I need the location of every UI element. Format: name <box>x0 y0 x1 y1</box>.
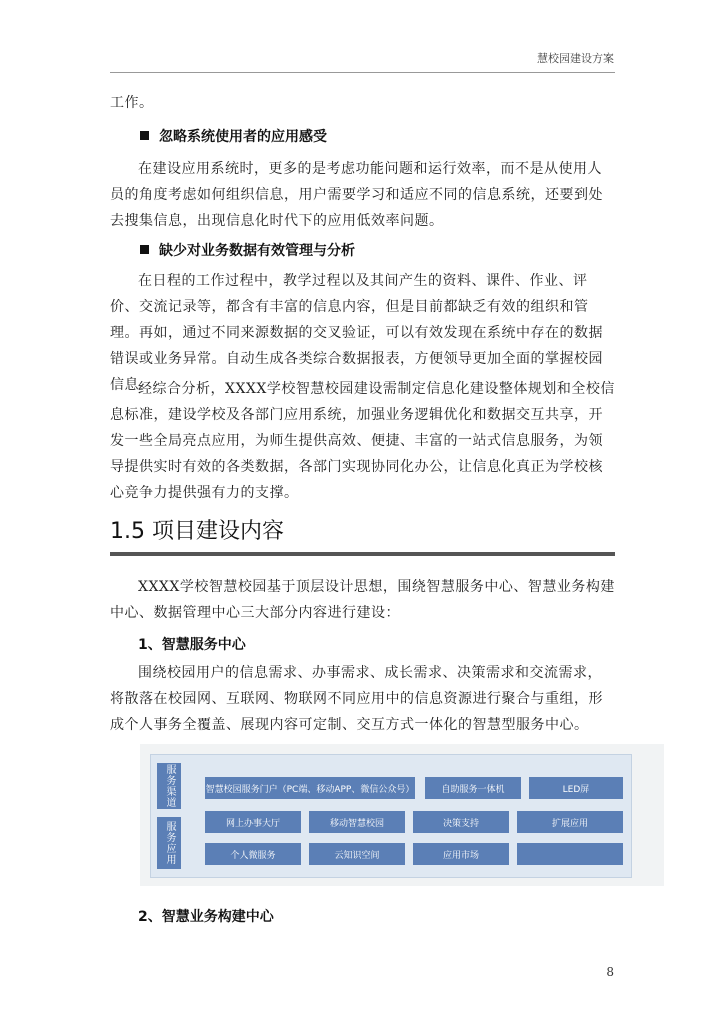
diagram-box: LED屏 <box>529 777 623 799</box>
diagram-box: 自助服务一体机 <box>425 777 521 799</box>
bullet-heading <box>140 240 355 260</box>
bullet-heading-text: 缺少对业务数据有效管理与分析 <box>159 243 355 259</box>
diagram-box: 个人微服务 <box>205 843 301 865</box>
diagram-box: 扩展应用 <box>517 811 623 833</box>
paragraph: 围绕校园用户的信息需求、办事需求、成长需求、决策需求和交流需求，将散落在校园网、互联网、物联网不同应用中的信息资源进行聚合与重组，形成个人事务全覆盖、展现内容可定制、交互方式一体化的智慧型服务中心。 <box>110 665 603 733</box>
paragraph: 经综合分析，XXXX学校智慧校园建设需制定信息化建设整体规划和全校信息标准，建设学校及各部门应用系统，加强业务逻辑优化和数据交互共享，开发一些全局亮点应用，为师生提供高效、便捷、丰富的一站式信息服务，为领导提供实时有效的各类数据，各部门实现协同化办公，让信息化真正为学校核心竞争力提供强有力的支撑。 <box>110 381 615 501</box>
diagram-box: 云知识空间 <box>309 843 405 865</box>
diagram-box: 智慧校园服务门户（PC端、移动APP、微信公众号） <box>205 777 415 799</box>
paragraph: 工作。 <box>110 95 154 111</box>
paragraph: 在日程的工作过程中，教学过程以及其间产生的资料、课件、作业、评价、交流记录等，都含有丰富的信息内容，但是目前都缺乏有效的组织和管理。再如，通过不同来源数据的交叉验证，可以有效发现在系统中存在的数据错误或业务异常。自动生成各类综合数据报表，方便领导更加全面的掌握校园信息。 <box>110 273 603 393</box>
section-rule <box>110 552 615 556</box>
page-header-title: 慧校园建设方案 <box>537 52 614 65</box>
diagram-box: 移动智慧校园 <box>309 811 405 833</box>
section-title: 1.5 项目建设内容 <box>110 519 284 544</box>
subheading: 2、智慧业务构建中心 <box>138 909 274 925</box>
bullet-square-icon <box>140 131 149 140</box>
bullet-heading-text: 忽略系统使用者的应用感受 <box>159 129 327 145</box>
diagram-box: 应用市场 <box>413 843 509 865</box>
side-label-channel: 服务渠道 <box>157 763 181 809</box>
header-rule <box>110 72 615 73</box>
diagram-box: 网上办事大厅 <box>205 811 301 833</box>
bullet-heading <box>140 126 327 146</box>
diagram-panel <box>150 754 632 878</box>
diagram-box <box>517 843 623 865</box>
diagram-box: 决策支持 <box>413 811 509 833</box>
bullet-square-icon <box>140 245 149 254</box>
page-number: 8 <box>606 965 614 979</box>
paragraph: 在建设应用系统时，更多的是考虑功能问题和运行效率，而不是从使用人员的角度考虑如何组织信息，用户需要学习和适应不同的信息系统，还要到处去搜集信息，出现信息化时代下的应用低效率问题。 <box>110 161 603 229</box>
service-diagram <box>140 744 664 886</box>
side-label-application: 服务应用 <box>157 817 181 869</box>
subheading: 1、智慧服务中心 <box>138 637 246 653</box>
paragraph: XXXX学校智慧校园基于顶层设计思想，围绕智慧服务中心、智慧业务构建中心、数据管理中心三大部分内容进行建设： <box>110 579 615 621</box>
